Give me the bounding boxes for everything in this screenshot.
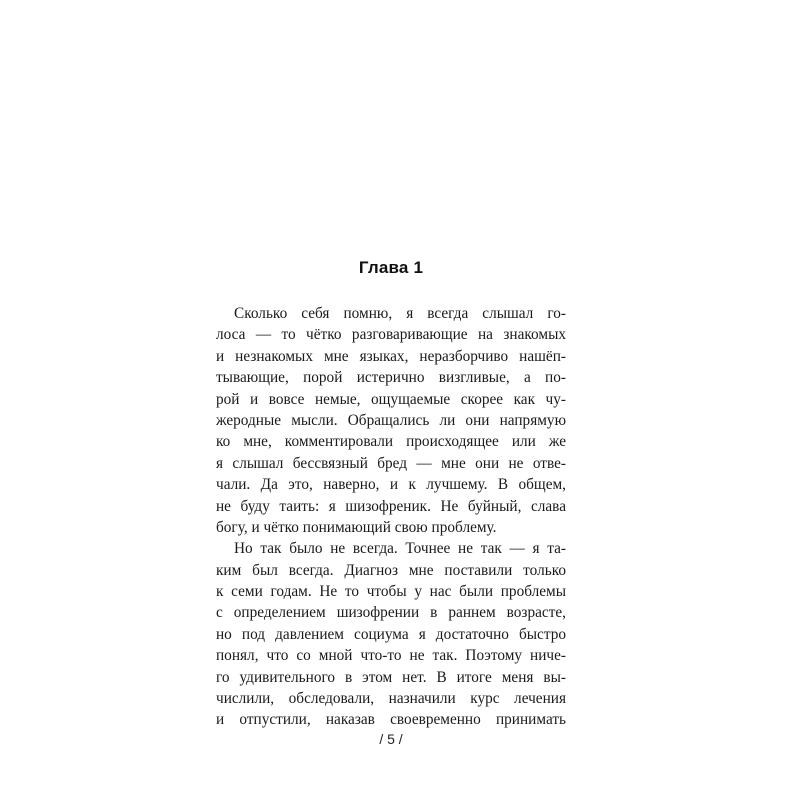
text-line: к семи годам. Не то чтобы у нас были проблемы [216, 583, 566, 601]
text-line: числили, обследовали, назначили курс лечения [216, 690, 566, 708]
body-text [216, 303, 566, 731]
text-line: жеродные мысли. Обращались ли они напрямую [216, 411, 566, 429]
text-line: Сколько себя помню, я всегда слышал го- [234, 305, 566, 322]
text-line: и отпустили, наказав своевременно принимать [216, 711, 566, 729]
text-line: я слышал бессвязный бред — мне они не отве- [216, 454, 566, 472]
page-number: / 5 / [379, 731, 403, 747]
text-line: тывающие, порой истерично визгливые, а по- [216, 369, 566, 387]
text-line: чали. Да это, наверно, и к лучшему. В общем, [216, 476, 566, 494]
text-line: не буду таить: я шизофреник. Не буйный, слава [216, 497, 566, 515]
text-line: ко мне, комментировали происходящее или же [216, 433, 566, 451]
text-line: лоса — то чётко разговаривающие на знакомых [216, 326, 566, 344]
text-line: но под давлением социума я достаточно быстро [216, 625, 566, 643]
chapter-title: Глава 1 [358, 258, 424, 277]
text-line: го удивительного в этом нет. В итоге меня вы- [216, 668, 566, 686]
text-line: и незнакомых мне языках, неразборчиво нашёп- [216, 347, 566, 365]
text-line: рой и вовсе немые, ощущаемые скорее как чу- [216, 390, 566, 408]
text-line: понял, что со мной что-то не так. Поэтому ниче- [216, 647, 566, 665]
text-line: Но так было не всегда. Точнее не так — я та- [234, 540, 566, 558]
text-line: ким был всегда. Диагноз мне поставили только [216, 561, 566, 579]
text-line: с определением шизофрении в раннем возрасте, [216, 604, 566, 622]
text-line: богу, и чётко понимающий свою проблему. [216, 518, 497, 536]
